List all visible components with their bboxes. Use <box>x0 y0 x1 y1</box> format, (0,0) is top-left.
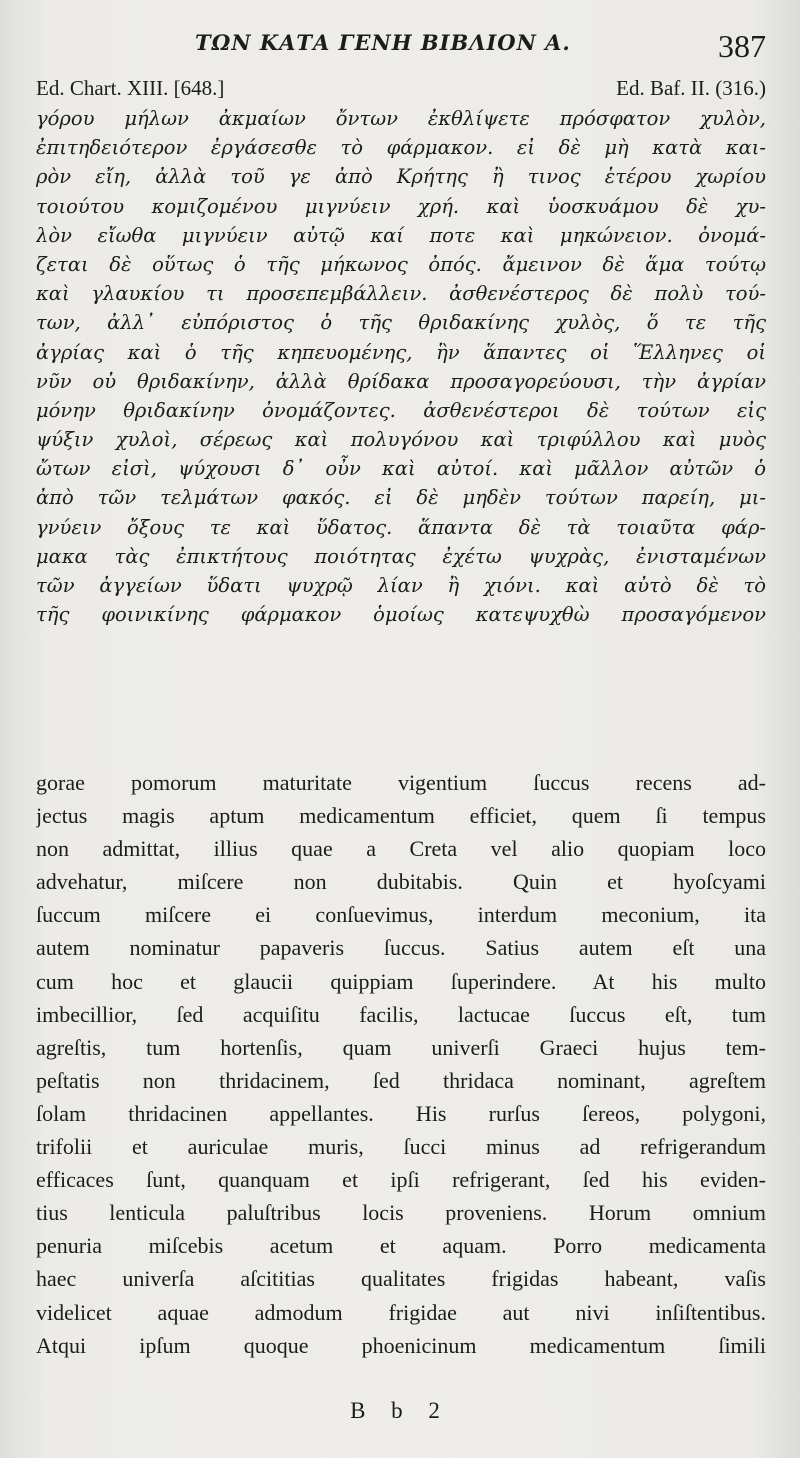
greek-text-line: νῦν οὐ θριδακίνην, ἀλλὰ θρίδακα προσαγορεύουσι, τὴν ἀγρίαν <box>36 369 766 393</box>
latin-text-line: ſuccum miſcere ei conſuevimus, interdum meconium, ita <box>36 902 766 928</box>
greek-text-line: γνύειν ὄξους τε καὶ ὕδατος. ἅπαντα δὲ τὰ τοιαῦτα φάρ- <box>36 515 766 539</box>
greek-text-line: ἀπὸ τῶν τελμάτων φακός. εἰ δὲ μηδὲν τούτων παρείη, μι- <box>36 486 766 510</box>
greek-text-line: ἀγρίας καὶ ὁ τῆς κηπευομένης, ἣν ἅπαντες οἱ Ἕλληνες οἱ <box>36 340 766 364</box>
edition-reference-chartier: Ed. Chart. XIII. [648.] <box>36 76 225 100</box>
edition-reference-line <box>36 76 766 102</box>
edition-reference-basel: Ed. Baf. II. (316.) <box>616 76 766 100</box>
latin-text-line: videlicet aquae admodum frigidae aut nivi inſiſtentibus. <box>36 1299 766 1325</box>
greek-text-line: ζεται δὲ οὕτως ὁ τῆς μήκωνος ὀπός. ἄμεινον δὲ ἅμα τούτῳ <box>36 252 766 276</box>
latin-text-line: efficaces ſunt, quanquam et ipſi refrigerant, ſed his eviden- <box>36 1167 766 1193</box>
greek-text-line: τῆς φοινικίνης φάρμακον ὁμοίως κατεψυχθὼ προσαγόμενον <box>36 603 766 627</box>
latin-text-line: penuria miſcebis acetum et aquam. Porro medicamenta <box>36 1233 766 1259</box>
latin-text-block <box>36 766 766 1362</box>
printer-signature-mark: B b 2 <box>350 1398 450 1423</box>
latin-text-line: agreſtis, tum hortenſis, quam univerſi Graeci hujus tem- <box>36 1034 766 1060</box>
greek-text-line: τῶν ἀγγείων ὕδατι ψυχρῷ λίαν ἢ χιόνι. καὶ αὐτὸ δὲ τὸ <box>36 574 766 597</box>
greek-text-line: λὸν εἴωθα μιγνύειν αὐτῷ καί ποτε καὶ μηκώνειον. ὀνομά- <box>36 223 766 247</box>
running-title: ΤΩΝ ΚΑΤΑ ΓΕΝΗ ΒΙΒΛΙΟΝ Α. <box>195 30 571 55</box>
greek-text-line: ρὸν εἴη, ἀλλὰ τοῦ γε ἀπὸ Κρήτης ἢ τινος ἑτέρου χωρίου <box>36 165 766 189</box>
latin-text-line: non admittat, illius quae a Creta vel alio quopiam loco <box>36 836 766 862</box>
latin-text-line: jectus magis aptum medicamentum efficiet, quem ſi tempus <box>36 803 766 829</box>
greek-text-line: τοιούτου κομιζομένου μιγνύειν χρή. καὶ ὑοσκυάμου δὲ χυ- <box>36 194 766 218</box>
greek-text-line: γόρου μήλων ἀκμαίων ὄντων ἐκθλίψετε πρόσφατον χυλὸν, <box>36 107 766 130</box>
greek-text-line: ψύξιν χυλοὶ, σέρεως καὶ πολυγόνου καὶ τριφύλλου καὶ μυὸς <box>36 428 766 452</box>
greek-text-line: ὤτων εἰσὶ, ψύχουσι δ᾽ οὖν καὶ αὐτοί. καὶ μᾶλλον αὐτῶν ὁ <box>36 457 766 481</box>
latin-text-line: peſtatis non thridacinem, ſed thridaca nominant, agreſtem <box>36 1067 766 1093</box>
latin-text-line: ſolam thridacinen appellantes. His rurſus ſereos, polygoni, <box>36 1100 766 1126</box>
latin-text-line: imbecillior, ſed acquiſitu facilis, lactucae ſuccus eſt, tum <box>36 1001 766 1027</box>
latin-text-line: gorae pomorum maturitate vigentium ſuccus recens ad- <box>36 770 766 795</box>
greek-text-line: καὶ γλαυκίου τι προσεπεμβάλλειν. ἀσθενέστερος δὲ πολὺ τού- <box>36 282 766 306</box>
latin-text-line: tius lenticula paluſtribus locis proveniens. Horum omnium <box>36 1200 766 1226</box>
latin-text-line: Atqui ipſum quoque phoenicinum medicamentum ſimili <box>36 1332 766 1358</box>
page-number: 387 <box>718 28 766 64</box>
latin-text-line: trifolii et auriculae muris, ſucci minus ad refrigerandum <box>36 1134 766 1160</box>
greek-text-line: μακα τὰς ἐπικτήτους ποιότητας ἐχέτω ψυχρὰς, ἐνισταμένων <box>36 544 766 568</box>
latin-text-line: advehatur, miſcere non dubitabis. Quin et hyoſcyami <box>36 869 766 895</box>
latin-text-line: cum hoc et glaucii quippiam ſuperindere. At his multo <box>36 968 766 994</box>
greek-text-line: μόνην θριδακίνην ὀνομάζοντες. ἀσθενέστεροι δὲ τούτων εἰς <box>36 398 766 422</box>
greek-text-line: ἐπιτηδειότερον ἐργάσεσθε τὸ φάρμακον. εἰ δὲ μὴ κατὰ και- <box>36 136 766 160</box>
latin-text-line: autem nominatur papaveris ſuccus. Satius autem eſt una <box>36 935 766 961</box>
greek-text-line: των, ἀλλ᾽ εὐπόριστος ὁ τῆς θριδακίνης χυλὸς, ὅ τε τῆς <box>36 311 766 335</box>
running-head <box>0 28 800 64</box>
greek-text-block <box>36 104 766 629</box>
latin-text-line: haec univerſa aſcititias qualitates frigidas habeant, vaſis <box>36 1266 766 1292</box>
